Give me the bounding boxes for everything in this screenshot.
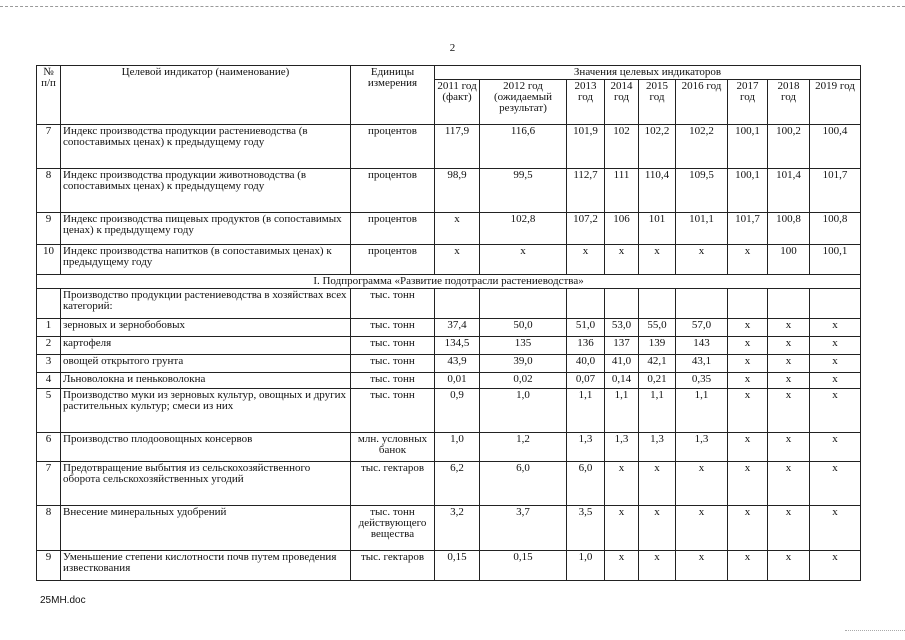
- value-cell-2014: x: [605, 245, 639, 275]
- value-cell-2015: 1,1: [639, 389, 676, 433]
- table-row: [37, 319, 861, 337]
- value-cell-2017: x: [728, 373, 768, 389]
- header-col-values: Значения целевых индикаторов: [435, 66, 861, 80]
- value-cell-2018: x: [768, 355, 810, 373]
- row-number-cell: 6: [37, 433, 61, 462]
- value-cell-2018: x: [768, 462, 810, 506]
- header-year-2017: 2017 год: [728, 80, 768, 125]
- units-cell: тыс. тонн: [351, 389, 435, 433]
- units-cell: млн. условных банок: [351, 433, 435, 462]
- value-cell-2011: 0,01: [435, 373, 480, 389]
- value-cell-2016: 101,1: [676, 213, 728, 245]
- value-cell-2019: x: [810, 389, 861, 433]
- row-number-cell: 8: [37, 506, 61, 551]
- value-cell-2012: 3,7: [480, 506, 567, 551]
- value-cell-2016: 1,3: [676, 433, 728, 462]
- value-cell-2018: 100,8: [768, 213, 810, 245]
- table-row: [37, 245, 861, 275]
- value-cell-2017: x: [728, 433, 768, 462]
- indicator-name-cell: Производство продукции растениеводства в хозяйствах всех категорий:: [61, 289, 351, 319]
- value-cell-2014: [605, 289, 639, 319]
- value-cell-2018: x: [768, 337, 810, 355]
- value-cell-2016: x: [676, 551, 728, 581]
- value-cell-2013: 1,1: [567, 389, 605, 433]
- header-year-2018: 2018 год: [768, 80, 810, 125]
- value-cell-2015: x: [639, 245, 676, 275]
- header-year-2019: 2019 год: [810, 80, 861, 125]
- value-cell-2011: 134,5: [435, 337, 480, 355]
- value-cell-2017: 100,1: [728, 169, 768, 213]
- value-cell-2019: [810, 289, 861, 319]
- value-cell-2017: x: [728, 506, 768, 551]
- value-cell-2019: 100,1: [810, 245, 861, 275]
- value-cell-2013: 1,0: [567, 551, 605, 581]
- value-cell-2012: 1,0: [480, 389, 567, 433]
- row-number-cell: 4: [37, 373, 61, 389]
- value-cell-2013: 6,0: [567, 462, 605, 506]
- units-cell: тыс. тонн: [351, 319, 435, 337]
- value-cell-2011: 0,15: [435, 551, 480, 581]
- indicator-name-cell: Производство плодоовощных консервов: [61, 433, 351, 462]
- header-year-2012: 2012 год (ожидаемый результат): [480, 80, 567, 125]
- units-cell: тыс. гектаров: [351, 551, 435, 581]
- value-cell-2016: 1,1: [676, 389, 728, 433]
- value-cell-2016: 109,5: [676, 169, 728, 213]
- value-cell-2014: 106: [605, 213, 639, 245]
- value-cell-2019: 100,8: [810, 213, 861, 245]
- value-cell-2019: x: [810, 319, 861, 337]
- value-cell-2018: x: [768, 389, 810, 433]
- indicator-name-cell: Индекс производства продукции животноводства (в сопоставимых ценах) к предыдущему году: [61, 169, 351, 213]
- value-cell-2017: x: [728, 462, 768, 506]
- indicator-name-cell: картофеля: [61, 337, 351, 355]
- indicator-name-cell: Производство муки из зерновых культур, овощных и других растительных культур; смеси из них: [61, 389, 351, 433]
- value-cell-2013: 107,2: [567, 213, 605, 245]
- value-cell-2013: 0,07: [567, 373, 605, 389]
- table-row: [37, 506, 861, 551]
- header-col-no: № п/п: [37, 66, 61, 125]
- section-title: I. Подпрограмма «Развитие подотрасли растениеводства»: [37, 275, 861, 289]
- value-cell-2017: x: [728, 337, 768, 355]
- value-cell-2013: 101,9: [567, 125, 605, 169]
- value-cell-2019: x: [810, 551, 861, 581]
- value-cell-2013: 3,5: [567, 506, 605, 551]
- value-cell-2014: x: [605, 462, 639, 506]
- units-cell: тыс. тонн действующего вещества: [351, 506, 435, 551]
- value-cell-2012: x: [480, 245, 567, 275]
- value-cell-2011: 117,9: [435, 125, 480, 169]
- value-cell-2015: x: [639, 506, 676, 551]
- indicator-name-cell: Индекс производства пищевых продуктов (в сопоставимых ценах) к предыдущему году: [61, 213, 351, 245]
- indicator-name-cell: Льноволокна и пеньковолокна: [61, 373, 351, 389]
- value-cell-2019: x: [810, 433, 861, 462]
- value-cell-2018: x: [768, 433, 810, 462]
- value-cell-2015: 102,2: [639, 125, 676, 169]
- value-cell-2012: 1,2: [480, 433, 567, 462]
- value-cell-2017: x: [728, 245, 768, 275]
- value-cell-2011: 0,9: [435, 389, 480, 433]
- row-number-cell: 2: [37, 337, 61, 355]
- value-cell-2011: 3,2: [435, 506, 480, 551]
- value-cell-2014: x: [605, 551, 639, 581]
- row-number-cell: 9: [37, 551, 61, 581]
- value-cell-2015: x: [639, 551, 676, 581]
- table-row: [37, 355, 861, 373]
- value-cell-2013: 136: [567, 337, 605, 355]
- value-cell-2016: 143: [676, 337, 728, 355]
- table-row: [37, 462, 861, 506]
- group-header-row: [37, 289, 861, 319]
- value-cell-2011: [435, 289, 480, 319]
- row-number-cell: 10: [37, 245, 61, 275]
- value-cell-2016: 0,35: [676, 373, 728, 389]
- indicator-name-cell: Индекс производства напитков (в сопоставимых ценах) к предыдущему году: [61, 245, 351, 275]
- value-cell-2015: 110,4: [639, 169, 676, 213]
- section-row: [37, 275, 861, 289]
- value-cell-2017: x: [728, 319, 768, 337]
- units-cell: тыс. тонн: [351, 355, 435, 373]
- row-number-cell: 7: [37, 125, 61, 169]
- header-year-2013: 2013 год: [567, 80, 605, 125]
- header-row-1: [37, 66, 861, 80]
- value-cell-2019: 101,7: [810, 169, 861, 213]
- value-cell-2017: 100,1: [728, 125, 768, 169]
- value-cell-2016: [676, 289, 728, 319]
- value-cell-2011: 43,9: [435, 355, 480, 373]
- footer-filename: 25МН.doc: [40, 595, 86, 606]
- value-cell-2011: x: [435, 213, 480, 245]
- value-cell-2012: 102,8: [480, 213, 567, 245]
- row-number-cell: 7: [37, 462, 61, 506]
- table-row: [37, 373, 861, 389]
- value-cell-2013: 51,0: [567, 319, 605, 337]
- value-cell-2015: 101: [639, 213, 676, 245]
- units-cell: процентов: [351, 169, 435, 213]
- value-cell-2012: 0,02: [480, 373, 567, 389]
- indicators-table: [36, 65, 861, 581]
- units-cell: тыс. тонн: [351, 289, 435, 319]
- value-cell-2011: 6,2: [435, 462, 480, 506]
- scan-artifact-dots: [845, 630, 905, 631]
- value-cell-2012: 135: [480, 337, 567, 355]
- value-cell-2011: 37,4: [435, 319, 480, 337]
- table-row: [37, 125, 861, 169]
- value-cell-2012: 50,0: [480, 319, 567, 337]
- value-cell-2014: x: [605, 506, 639, 551]
- value-cell-2013: x: [567, 245, 605, 275]
- value-cell-2015: 0,21: [639, 373, 676, 389]
- value-cell-2017: x: [728, 551, 768, 581]
- units-cell: процентов: [351, 245, 435, 275]
- value-cell-2018: 101,4: [768, 169, 810, 213]
- value-cell-2014: 1,1: [605, 389, 639, 433]
- value-cell-2012: 6,0: [480, 462, 567, 506]
- value-cell-2012: 39,0: [480, 355, 567, 373]
- value-cell-2016: 102,2: [676, 125, 728, 169]
- value-cell-2013: [567, 289, 605, 319]
- value-cell-2017: 101,7: [728, 213, 768, 245]
- value-cell-2019: x: [810, 355, 861, 373]
- units-cell: процентов: [351, 125, 435, 169]
- value-cell-2014: 137: [605, 337, 639, 355]
- table-row: [37, 389, 861, 433]
- value-cell-2015: 55,0: [639, 319, 676, 337]
- value-cell-2014: 1,3: [605, 433, 639, 462]
- value-cell-2011: 1,0: [435, 433, 480, 462]
- value-cell-2013: 112,7: [567, 169, 605, 213]
- value-cell-2015: 1,3: [639, 433, 676, 462]
- indicator-name-cell: Индекс производства продукции растениеводства (в сопоставимых ценах) к предыдущему году: [61, 125, 351, 169]
- value-cell-2016: x: [676, 462, 728, 506]
- value-cell-2015: 42,1: [639, 355, 676, 373]
- value-cell-2013: 1,3: [567, 433, 605, 462]
- value-cell-2017: [728, 289, 768, 319]
- units-cell: тыс. гектаров: [351, 462, 435, 506]
- value-cell-2019: x: [810, 506, 861, 551]
- value-cell-2015: x: [639, 462, 676, 506]
- value-cell-2014: 53,0: [605, 319, 639, 337]
- indicator-name-cell: Предотвращение выбытия из сельскохозяйственного оборота сельскохозяйственных угодий: [61, 462, 351, 506]
- row-number-cell: 1: [37, 319, 61, 337]
- table-row: [37, 169, 861, 213]
- value-cell-2011: x: [435, 245, 480, 275]
- header-year-2016: 2016 год: [676, 80, 728, 125]
- value-cell-2016: 43,1: [676, 355, 728, 373]
- value-cell-2018: 100: [768, 245, 810, 275]
- row-number-cell: [37, 289, 61, 319]
- page-number: 2: [449, 42, 456, 54]
- header-year-2011: 2011 год (факт): [435, 80, 480, 125]
- value-cell-2019: 100,4: [810, 125, 861, 169]
- value-cell-2014: 102: [605, 125, 639, 169]
- value-cell-2016: x: [676, 245, 728, 275]
- value-cell-2016: 57,0: [676, 319, 728, 337]
- table-row: [37, 213, 861, 245]
- value-cell-2012: 116,6: [480, 125, 567, 169]
- units-cell: тыс. тонн: [351, 337, 435, 355]
- value-cell-2018: x: [768, 506, 810, 551]
- header-year-2014: 2014 год: [605, 80, 639, 125]
- indicator-name-cell: Уменьшение степени кислотности почв путем проведения известкования: [61, 551, 351, 581]
- indicators-table-body: [37, 66, 861, 581]
- indicator-name-cell: Внесение минеральных удобрений: [61, 506, 351, 551]
- value-cell-2012: 99,5: [480, 169, 567, 213]
- value-cell-2018: x: [768, 373, 810, 389]
- value-cell-2018: x: [768, 551, 810, 581]
- row-number-cell: 8: [37, 169, 61, 213]
- units-cell: процентов: [351, 213, 435, 245]
- value-cell-2012: [480, 289, 567, 319]
- value-cell-2013: 40,0: [567, 355, 605, 373]
- row-number-cell: 9: [37, 213, 61, 245]
- value-cell-2014: 41,0: [605, 355, 639, 373]
- value-cell-2014: 111: [605, 169, 639, 213]
- value-cell-2012: 0,15: [480, 551, 567, 581]
- value-cell-2019: x: [810, 462, 861, 506]
- header-year-2015: 2015 год: [639, 80, 676, 125]
- value-cell-2015: 139: [639, 337, 676, 355]
- units-cell: тыс. тонн: [351, 373, 435, 389]
- value-cell-2018: 100,2: [768, 125, 810, 169]
- value-cell-2018: [768, 289, 810, 319]
- row-number-cell: 5: [37, 389, 61, 433]
- value-cell-2017: x: [728, 389, 768, 433]
- table-row: [37, 433, 861, 462]
- value-cell-2018: x: [768, 319, 810, 337]
- value-cell-2019: x: [810, 373, 861, 389]
- value-cell-2017: x: [728, 355, 768, 373]
- header-col-indicator: Целевой индикатор (наименование): [61, 66, 351, 125]
- value-cell-2019: x: [810, 337, 861, 355]
- table-row: [37, 337, 861, 355]
- value-cell-2015: [639, 289, 676, 319]
- value-cell-2016: x: [676, 506, 728, 551]
- row-number-cell: 3: [37, 355, 61, 373]
- indicator-name-cell: зерновых и зернобобовых: [61, 319, 351, 337]
- table-row: [37, 551, 861, 581]
- value-cell-2011: 98,9: [435, 169, 480, 213]
- header-col-units: Единицы измерения: [351, 66, 435, 125]
- indicator-name-cell: овощей открытого грунта: [61, 355, 351, 373]
- scan-artifact-line: [0, 6, 905, 7]
- value-cell-2014: 0,14: [605, 373, 639, 389]
